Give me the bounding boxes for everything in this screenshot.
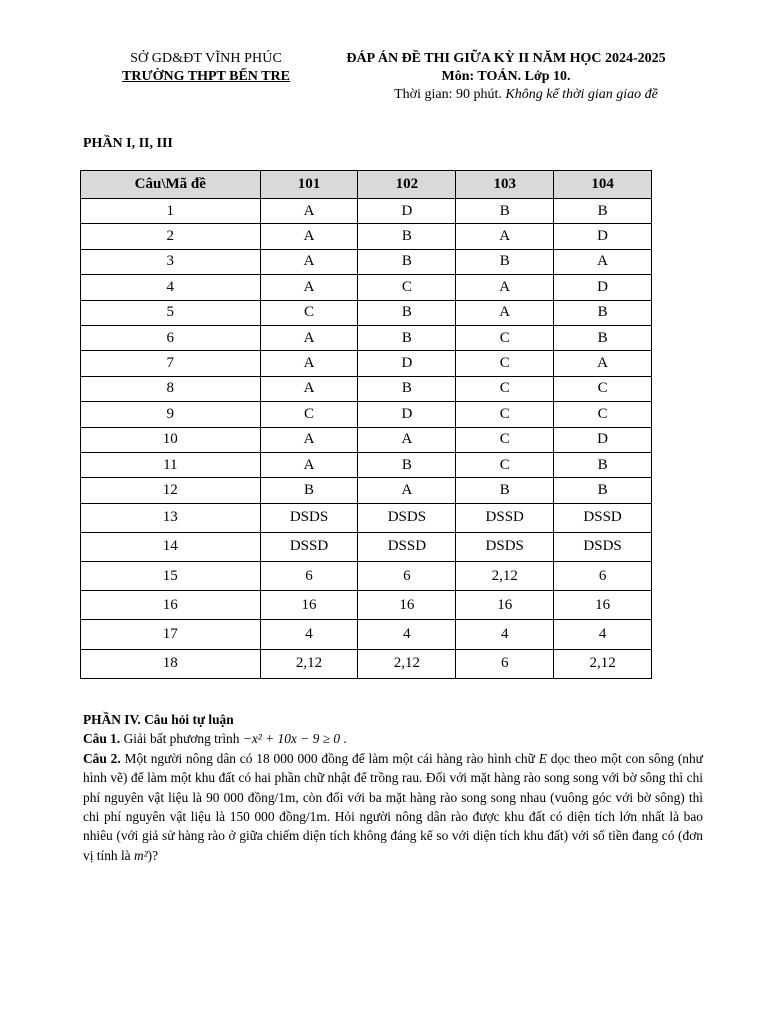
header-cell-question-code: Câu\Mã đề (81, 171, 261, 199)
question-2-part1: Một người nông dân có (124, 750, 253, 766)
answer-cell-104: B (554, 199, 652, 224)
table-row (81, 478, 652, 503)
table-row (81, 562, 652, 591)
question-number-cell: 16 (81, 591, 261, 620)
question-number-cell: 2 (81, 224, 261, 249)
section4 (83, 710, 703, 865)
header-right (330, 50, 682, 104)
answer-cell-101: 2,12 (260, 649, 358, 678)
table-row (81, 275, 652, 300)
answer-cell-102: C (358, 275, 456, 300)
question-1-end: . (343, 731, 347, 747)
answer-cell-104: D (554, 275, 652, 300)
question-2-label: Câu 2. (83, 750, 121, 766)
question-number-cell: 3 (81, 249, 261, 274)
header-cell-101: 101 (260, 171, 358, 199)
answer-cell-102: 2,12 (358, 649, 456, 678)
answer-cell-103: C (456, 351, 554, 376)
answer-cell-102: D (358, 402, 456, 427)
question-2-letter: E (538, 750, 547, 766)
table-row (81, 351, 652, 376)
question-1-inequality: −x² + 10x − 9 ≥ 0 (242, 731, 341, 747)
header-cell-104: 104 (554, 171, 652, 199)
question-number-cell: 11 (81, 452, 261, 477)
answer-cell-103: C (456, 402, 554, 427)
question-number-cell: 1 (81, 199, 261, 224)
question-number-cell: 5 (81, 300, 261, 325)
answer-table (80, 170, 652, 679)
answer-cell-104: C (554, 402, 652, 427)
table-row (81, 532, 652, 561)
time-label: Thời gian: 90 phút. (394, 87, 502, 102)
table-row (81, 649, 652, 678)
answer-cell-103: 4 (456, 620, 554, 649)
answer-cell-102: B (358, 376, 456, 401)
answer-cell-101: C (260, 300, 358, 325)
question-number-cell: 14 (81, 532, 261, 561)
answer-cell-102: A (358, 427, 456, 452)
header-cell-103: 103 (456, 171, 554, 199)
question-2-amount3: 150 000 (229, 809, 275, 825)
question-number-cell: 18 (81, 649, 261, 678)
answer-cell-103: A (456, 224, 554, 249)
table-row (81, 620, 652, 649)
answer-cell-101: DSDS (260, 503, 358, 532)
answer-cell-104: 4 (554, 620, 652, 649)
answer-cell-101: C (260, 402, 358, 427)
table-row (81, 402, 652, 427)
question-number-cell: 17 (81, 620, 261, 649)
answer-cell-101: A (260, 376, 358, 401)
answer-cell-101: A (260, 325, 358, 350)
answer-cell-101: 6 (260, 562, 358, 591)
question-number-cell: 4 (81, 275, 261, 300)
question-1 (83, 729, 703, 748)
answer-cell-101: 16 (260, 591, 358, 620)
answer-cell-103: C (456, 427, 554, 452)
answer-cell-101: A (260, 199, 358, 224)
question-2-end: )? (147, 847, 159, 863)
question-number-cell: 13 (81, 503, 261, 532)
question-2-part5: đồng/1m. Hỏi người nông dân rào được khu đất có diện tích lớn nhất là bao nhiêu (với giả sử hàng rào ở giữa chiếm diện tích không đáng kể so với diện tích khu đất) với số tiền đang có (đơn vị tính là (83, 809, 703, 863)
question-2-amount2: 90 000 (206, 789, 244, 805)
answer-cell-102: B (358, 325, 456, 350)
answer-cell-101: A (260, 275, 358, 300)
answer-cell-101: 4 (260, 620, 358, 649)
answer-cell-104: 2,12 (554, 649, 652, 678)
answer-cell-102: D (358, 199, 456, 224)
exam-title: ĐÁP ÁN ĐỀ THI GIỮA KỲ II NĂM HỌC 2024-2025 (346, 51, 666, 66)
answer-cell-103: DSDS (456, 532, 554, 561)
table-row (81, 300, 652, 325)
school-name: TRƯỜNG THPT BẾN TRE (122, 69, 290, 84)
answer-cell-104: C (554, 376, 652, 401)
question-number-cell: 6 (81, 325, 261, 350)
subject-line: Môn: TOÁN. Lớp 10. (441, 69, 571, 84)
header-left (86, 50, 326, 86)
table-row (81, 224, 652, 249)
answer-cell-101: DSSD (260, 532, 358, 561)
question-2-unit: m² (133, 847, 148, 863)
answer-cell-104: D (554, 224, 652, 249)
answer-cell-104: D (554, 427, 652, 452)
answer-cell-102: B (358, 224, 456, 249)
answer-cell-103: 6 (456, 649, 554, 678)
time-note: Không kể thời gian giao đề (505, 87, 658, 102)
question-number-cell: 15 (81, 562, 261, 591)
answer-cell-102: DSSD (358, 532, 456, 561)
question-2-part3: dọc theo một con sông (như hình vẽ) để làm một khu đất có hai phần chữ nhật để trồng rau. Đối với mặt hàng rào song song với bờ sông thì chi phí nguyên vật liệu là (83, 750, 703, 805)
table-row (81, 376, 652, 401)
answer-cell-103: B (456, 249, 554, 274)
answer-cell-101: A (260, 351, 358, 376)
answer-cell-103: B (456, 199, 554, 224)
question-number-cell: 8 (81, 376, 261, 401)
question-1-text: Giải bất phương trình (123, 731, 240, 747)
answer-cell-102: B (358, 249, 456, 274)
answer-cell-102: 4 (358, 620, 456, 649)
answer-cell-101: A (260, 249, 358, 274)
answer-cell-104: B (554, 478, 652, 503)
answer-cell-103: 2,12 (456, 562, 554, 591)
answer-cell-104: A (554, 351, 652, 376)
header-cell-102: 102 (358, 171, 456, 199)
table-row (81, 199, 652, 224)
section4-title: PHẦN IV. Câu hỏi tự luận (83, 712, 234, 727)
answer-cell-102: 16 (358, 591, 456, 620)
table-row (81, 249, 652, 274)
question-1-label: Câu 1. (83, 731, 121, 747)
answer-cell-104: DSDS (554, 532, 652, 561)
table-row (81, 591, 652, 620)
answer-cell-104: B (554, 325, 652, 350)
section1-title: PHẦN I, II, III (83, 136, 173, 151)
answer-cell-104: B (554, 452, 652, 477)
question-2-part2: đồng để làm một cái hàng rào hình chữ (321, 750, 535, 766)
question-number-cell: 7 (81, 351, 261, 376)
answer-cell-103: C (456, 376, 554, 401)
answer-cell-102: 6 (358, 562, 456, 591)
answer-cell-103: B (456, 478, 554, 503)
answer-cell-103: A (456, 300, 554, 325)
answer-cell-103: A (456, 275, 554, 300)
answer-table-body (81, 199, 652, 679)
table-row (81, 325, 652, 350)
answer-cell-104: DSSD (554, 503, 652, 532)
answer-cell-102: D (358, 351, 456, 376)
question-2-part4: đồng/1m, còn đối với ba mặt hàng rào song song nhau (vuông góc với bờ sông) thì chi phí nguyên vật liệu là (83, 789, 703, 825)
answer-cell-103: C (456, 325, 554, 350)
table-row (81, 427, 652, 452)
answer-cell-102: A (358, 478, 456, 503)
answer-cell-103: 16 (456, 591, 554, 620)
answer-cell-104: B (554, 300, 652, 325)
time-line (370, 86, 682, 104)
answer-cell-104: A (554, 249, 652, 274)
answer-cell-103: C (456, 452, 554, 477)
answer-cell-102: B (358, 452, 456, 477)
answer-cell-104: 16 (554, 591, 652, 620)
answer-cell-101: B (260, 478, 358, 503)
answer-cell-101: A (260, 224, 358, 249)
question-2-amount1: 18 000 000 (256, 750, 318, 766)
question-number-cell: 9 (81, 402, 261, 427)
answer-table-header (81, 171, 652, 199)
table-row (81, 503, 652, 532)
question-number-cell: 10 (81, 427, 261, 452)
answer-cell-102: DSDS (358, 503, 456, 532)
answer-cell-103: DSSD (456, 503, 554, 532)
answer-cell-102: B (358, 300, 456, 325)
answer-cell-101: A (260, 452, 358, 477)
answer-cell-104: 6 (554, 562, 652, 591)
question-number-cell: 12 (81, 478, 261, 503)
question-2 (83, 749, 703, 865)
table-row (81, 452, 652, 477)
department-name: SỞ GD&ĐT VĨNH PHÚC (130, 51, 282, 66)
answer-cell-101: A (260, 427, 358, 452)
